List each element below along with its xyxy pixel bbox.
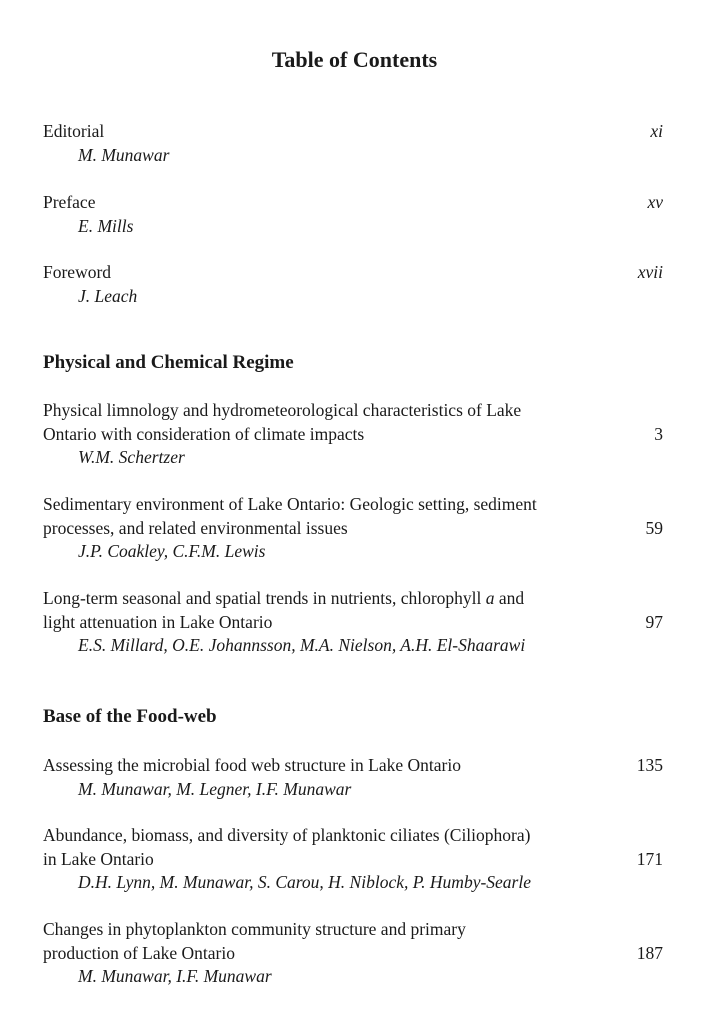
page-title: Table of Contents — [271, 47, 438, 72]
entry-authors: D.H. Lynn, M. Munawar, S. Carou, H. Niblock, P. Humby-Searle — [78, 872, 531, 892]
entry-title-line: in Lake Ontario — [43, 848, 154, 869]
entry-title: Preface — [43, 192, 96, 212]
page-number: 135 — [636, 755, 663, 775]
section-heading: Base of the Food-web — [43, 706, 217, 727]
entry-title-line: Sedimentary environment of Lake Ontario: Geologic setting, sediment — [43, 494, 537, 514]
entry-authors: M. Munawar — [78, 144, 170, 165]
entry-title-line: Assessing the microbial food web structure in Lake Ontario — [43, 755, 461, 775]
entry-authors: W.M. Schertzer — [78, 447, 185, 467]
page-number: 3 — [654, 423, 663, 444]
page-number: 187 — [636, 942, 663, 963]
page-number: 171 — [636, 848, 663, 869]
toc-entry[interactable] — [43, 754, 663, 801]
entry-title-line: Abundance, biomass, and diversity of planktonic ciliates (Ciliophora) — [43, 825, 531, 845]
entry-authors: J.P. Coakley, C.F.M. Lewis — [78, 541, 266, 561]
entry-title-line: light attenuation in Lake Ontario — [43, 611, 273, 632]
entry-authors: M. Munawar, M. Legner, I.F. Munawar — [78, 778, 352, 799]
entry-authors: E. Mills — [78, 215, 134, 236]
toc-entry[interactable] — [43, 587, 663, 658]
entry-title-line: Physical limnology and hydrometeorological characteristics of Lake — [43, 400, 522, 420]
toc-entry[interactable] — [43, 918, 663, 989]
entry-title: Editorial — [43, 121, 105, 141]
page-number: xvii — [637, 262, 663, 282]
toc-entry-preface[interactable] — [43, 191, 663, 238]
page-number: xv — [647, 192, 663, 212]
toc-entry-editorial[interactable] — [43, 120, 663, 167]
toc-entry[interactable] — [43, 493, 663, 564]
entry-title-line: production of Lake Ontario — [43, 942, 235, 963]
entry-authors: E.S. Millard, O.E. Johannsson, M.A. Nielson, A.H. El-Shaarawi — [78, 635, 526, 655]
page-number: 97 — [645, 611, 663, 632]
entry-title-line: Changes in phytoplankton community structure and primary — [43, 919, 466, 939]
section-heading: Physical and Chemical Regime — [43, 352, 294, 373]
entry-title-line: Long-term seasonal and spatial trends in nutrients, chlorophyll a and — [43, 588, 525, 608]
entry-title-line: processes, and related environmental issues — [43, 517, 348, 538]
page-number: xi — [650, 121, 663, 141]
entry-authors: J. Leach — [78, 285, 138, 306]
entry-authors: M. Munawar, I.F. Munawar — [78, 966, 272, 986]
entry-title: Foreword — [43, 262, 112, 282]
toc-entry[interactable] — [43, 399, 663, 470]
toc-entry-foreword[interactable] — [43, 261, 663, 308]
toc-entry[interactable] — [43, 824, 663, 895]
entry-title-line: Ontario with consideration of climate impacts — [43, 423, 365, 444]
page-number: 59 — [645, 517, 663, 538]
